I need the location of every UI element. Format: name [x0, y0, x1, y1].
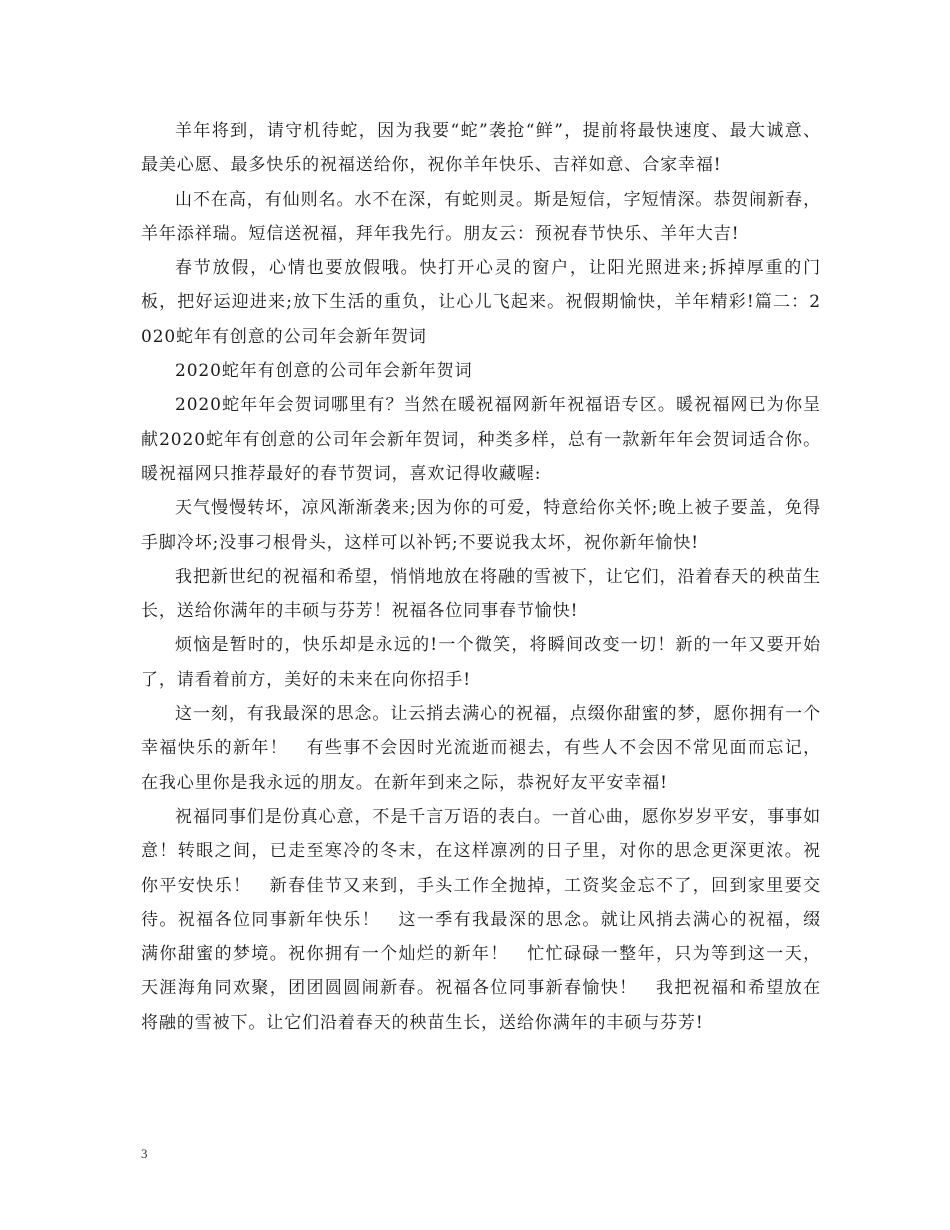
paragraph-9: 这一刻，有我最深的思念。让云捎去满心的祝福，点缀你甜蜜的梦，愿你拥有一个幸福快乐的新年！ 有些事不会因时光流逝而褪去，有些人不会因不常见面而忘记，在我心里你是我永远的朋友。在新年到来之际，恭祝好友平安幸福!	[141, 704, 821, 793]
paragraph-5: 2020蛇年年会贺词哪里有？当然在暖祝福网新年祝福语专区。暖祝福网已为你呈献2020蛇年有创意的公司年会新年贺词，种类多样，总有一款新年年会贺词适合你。暖祝福网只推荐最好的春节贺词，喜欢记得收藏喔:	[141, 395, 821, 484]
document-body	[141, 114, 821, 1040]
paragraph-8: 烦恼是暂时的，快乐却是永远的!一个微笑，将瞬间改变一切！新的一年又要开始了，请看着前方，美好的未来在向你招手!	[141, 635, 821, 690]
paragraph-1: 羊年将到，请守机待蛇，因为我要“蛇”袭抢“鲜”，提前将最快速度、最大诚意、最美心愿、最多快乐的祝福送给你，祝你羊年快乐、吉祥如意、合家幸福!	[141, 121, 821, 176]
paragraph-10: 祝福同事们是份真心意，不是千言万语的表白。一首心曲，愿你岁岁平安，事事如意！转眼之间，已走至寒冷的冬末，在这样凛冽的日子里，对你的思念更深更浓。祝你平安快乐！ 新春佳节又来到，手头工作全抛掉，工资奖金忘不了，回到家里要交待。祝福各位同事新年快乐！ 这一季有我最深的思念。就让风捎去满心的祝福，缀满你甜蜜的梦境。祝你拥有一个灿烂的新年！ 忙忙碌碌一整年，只为等到这一天，天涯海角同欢聚，团团圆圆闹新春。祝福各位同事新春愉快！ 我把祝福和希望放在将融的雪被下。让它们沿着春天的秧苗生长，送给你满年的丰硕与芬芳!	[141, 806, 821, 1033]
paragraph-3: 春节放假，心情也要放假哦。快打开心灵的窗户，让阳光照进来;拆掉厚重的门板，把好运迎进来;放下生活的重负，让心儿飞起来。祝假期愉快，羊年精彩!篇二：2020蛇年有创意的公司年会新年贺词	[141, 258, 821, 347]
paragraph-6: 天气慢慢转坏，凉风渐渐袭来;因为你的可爱，特意给你关怀;晚上被子要盖，免得手脚冷坏;没事刁根骨头，这样可以补钙;不要说我太坏，祝你新年愉快!	[141, 498, 821, 553]
page-number: 3	[141, 1146, 148, 1161]
paragraph-7: 我把新世纪的祝福和希望，悄悄地放在将融的雪被下，让它们，沿着春天的秧苗生长，送给你满年的丰硕与芬芳！祝福各位同事春节愉快!	[141, 566, 821, 622]
paragraph-2: 山不在高，有仙则名。水不在深，有蛇则灵。斯是短信，字短情深。恭贺闹新春，羊年添祥瑞。短信送祝福，拜年我先行。朋友云：预祝春节快乐、羊年大吉!	[141, 189, 821, 244]
section-heading: 2020蛇年有创意的公司年会新年贺词	[175, 361, 473, 382]
